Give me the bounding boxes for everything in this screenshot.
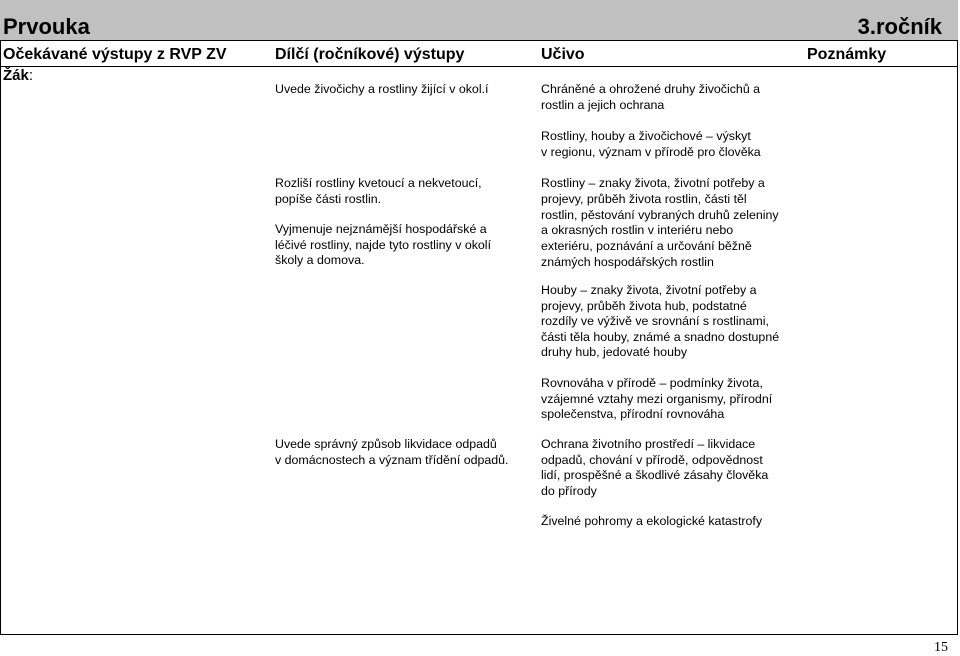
content-line: odpadů, chování v přírodě, odpovědnost [541, 452, 763, 467]
column-header-row [0, 41, 958, 67]
content-line: známých hospodářských rostlin [541, 254, 714, 269]
outcome-line: Rozliší rostliny kvetoucí a nekvetoucí, [275, 176, 482, 190]
content-line: vzájemné vztahy mezi organismy, přírodní [541, 391, 773, 406]
content-line: projevy, průběh života rostlin, části těl [541, 191, 747, 206]
pupil-label-colon: : [28, 67, 34, 84]
outcome-waste [275, 437, 509, 468]
outcome-animals-plants [275, 82, 488, 98]
content-line: lidí, prospěšné a škodlivé zásahy člověka [541, 468, 769, 482]
content-plants [541, 176, 779, 271]
content-occurrence [541, 129, 761, 160]
content-line: Rostliny – znaky života, životní potřeby a [541, 176, 765, 190]
content-line: Rovnováha v přírodě – podmínky života, [541, 376, 763, 390]
content-line: a okrasných rostlin v interiéru nebo [541, 223, 734, 238]
content-line: exteriéru, poznávání a určování běžně [541, 239, 752, 254]
outcome-line: Uvede správný způsob likvidace odpadů [275, 437, 497, 451]
content-protected-species [541, 82, 760, 113]
column-header-expected: Očekávané výstupy z RVP ZV [3, 46, 227, 63]
pupil-label-text: Žák [3, 67, 29, 84]
outcome-line: školy a domova. [275, 253, 365, 267]
outcome-line: léčivé rostliny, najde tyto rostliny v okolí [275, 237, 492, 252]
content-line: části těla houby, známé a snadno dostupné [541, 329, 780, 344]
content-line: rozdíly ve výživě ve srovnání s rostlinami, [541, 314, 769, 328]
content-disasters [541, 514, 762, 530]
outcome-economic-plants [275, 222, 491, 269]
outcome-line: Uvede živočichy a rostliny žijící v okol.í [275, 82, 489, 96]
pupil-label [3, 67, 33, 85]
content-line: společenstva, přírodní rovnováha [541, 407, 725, 421]
content-line: v regionu, význam v přírodě pro člověka [541, 144, 761, 159]
page-number: 15 [934, 640, 948, 655]
content-line: rostlin a jejich ochrana [541, 97, 665, 112]
column-header-partial: Dílčí (ročníkové) výstupy [275, 46, 465, 63]
column-header-curriculum: Učivo [541, 46, 585, 63]
content-fungi [541, 283, 779, 361]
content-line: Živelné pohromy a ekologické katastrofy [541, 514, 763, 528]
title-bar [0, 0, 958, 41]
column-header-notes: Poznámky [807, 46, 887, 63]
content-line: do přírody [541, 483, 597, 498]
content-line: Ochrana životního prostředí – likvidace [541, 437, 756, 451]
content-line: Houby – znaky života, životní potřeby a [541, 283, 757, 297]
content-line: Rostliny, houby a živočichové – výskyt [541, 129, 751, 143]
content-environment [541, 437, 768, 499]
content-balance [541, 376, 772, 423]
outcome-flowering-plants [275, 176, 482, 207]
grade-title: 3.ročník [857, 14, 942, 39]
outcome-line: v domácnostech a význam třídění odpadů. [275, 452, 509, 467]
outcome-line: popíše části rostlin. [275, 191, 382, 206]
content-line: projevy, průběh života hub, podstatné [541, 298, 747, 313]
content-line: Chráněné a ohrožené druhy živočichů a [541, 82, 761, 96]
subject-title: Prvouka [3, 14, 90, 39]
content-line: druhy hub, jedovaté houby [541, 345, 688, 359]
content-line: rostlin, pěstování vybraných druhů zeleniny [541, 207, 779, 222]
outcome-line: Vyjmenuje nejznámější hospodářské a [275, 222, 487, 236]
